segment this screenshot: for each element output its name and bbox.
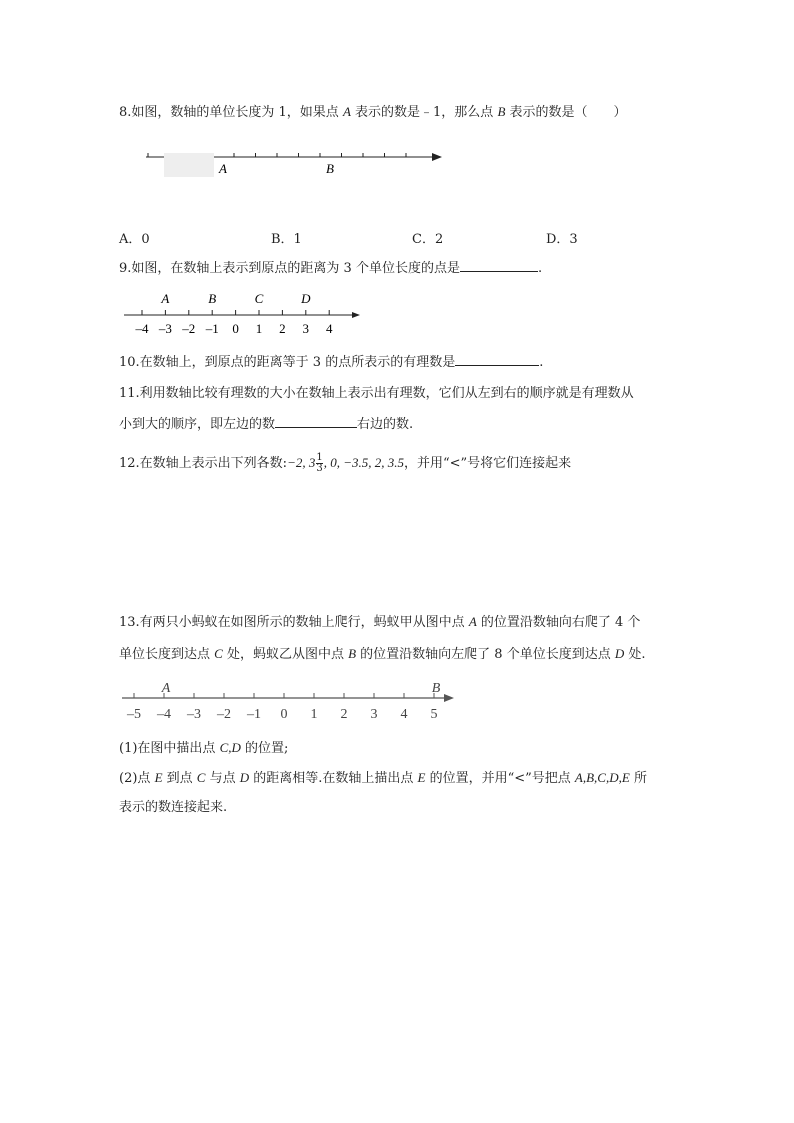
q9-tick-label: 4 [325,321,333,336]
q13-var-b: B [348,646,357,661]
q10-text: 10.在数轴上，到原点的距离等于 3 的点所表示的有理数是 [119,355,456,370]
q12-text: ，并用“<”号将它们连接起来 [404,456,572,471]
q13-sub1 [119,739,288,758]
q13-text: (2)点 [119,771,155,786]
q9-tick-label: 3 [302,321,310,336]
q13-sub2 [119,769,647,788]
q13-text: 的位置; [240,741,289,756]
q9-tick-label: –1 [205,321,219,336]
q8-var-a: A [342,104,351,119]
q13-tick-label: 1 [310,707,318,722]
q13-line2 [119,645,646,664]
q13-line1 [119,613,640,632]
q13-var-d: D [239,770,250,785]
q11-line1: 11.利用数轴比较有理数的大小在数轴上表示出有理数，它们从左到右的顺序就是有理数从 [119,386,634,401]
q12-stem [119,452,571,475]
q13-text: 与点 [205,771,240,786]
q8-var-b: B [497,104,506,119]
q12-numbers: −2, 3 [287,455,316,470]
q12-fraction-numerator: 1 [316,452,323,463]
q8-stem [119,103,627,122]
q10-text: . [539,355,544,370]
q13-point-label-b: B [431,681,441,696]
q13-vars: A,B,C,D,E [574,770,630,785]
q8-number-line [140,145,450,185]
q8-text: 表示的数是﹣1，那么点 [350,105,498,120]
q13-var-c: C [196,770,206,785]
q13-text: 处，蚂蚁乙从图中点 [222,647,349,662]
q13-tick-label: –3 [187,707,201,722]
q13-point-label-a: A [161,681,171,696]
q12-fraction [316,453,322,474]
q9-number-line [120,288,370,338]
q9-stem [119,259,542,278]
q13-tick-label: –1 [247,707,261,722]
q12-fraction-denominator: 3 [316,463,323,474]
q11-text: 小到大的顺序，即左边的数 [119,417,276,432]
q9-tick-label: 0 [232,321,239,336]
q12-numbers: , 0, −3.5, 2, 3.5 [323,455,404,470]
q9-point-label-b: B [208,291,217,306]
q8-point-label-b: B [326,161,334,176]
q13-var-a: A [468,614,477,629]
q13-vars: C,D [219,740,241,755]
q13-var-e: E [417,770,426,785]
q9-tick-label: –2 [182,321,196,336]
q9-point-label-d: D [301,291,311,306]
q8-choice-d: D．3 [546,232,578,247]
q13-text: 所 [629,771,647,786]
q13-var-d: D [614,646,625,661]
q13-text: 处. [624,647,646,662]
q11-answer-blank[interactable] [275,415,357,428]
q8-point-label-a: A [219,161,227,176]
q9-text: 9.如图，在数轴上表示到原点的距离为 3 个单位长度的点是 [119,261,460,276]
q10-answer-blank[interactable] [455,353,539,366]
q13-text: 的位置沿数轴向左爬了 8 个单位长度到达点 [356,647,615,662]
q13-text: 的位置沿数轴向右爬了 4 个 [476,615,641,630]
q13-tick-label: 2 [340,707,348,722]
q13-var-e: E [154,770,163,785]
q9-tick-label: –4 [135,321,149,336]
q13-tick-label: 0 [280,707,288,722]
q9-point-label-a: A [161,291,170,306]
q13-tick-label: 5 [430,707,438,722]
q13-sub3: 表示的数连接起来. [119,800,228,815]
q13-tick-label: –5 [127,707,141,722]
q9-answer-blank[interactable] [460,259,538,272]
q8-choice-a: A．0 [119,232,150,247]
q11-text: 右边的数. [357,417,414,432]
q11-line2 [119,415,413,434]
q13-number-line [118,678,463,728]
q13-tick-label: 4 [400,707,408,722]
q8-text: 8.如图，数轴的单位长度为 1，如果点 [119,105,343,120]
q13-text: 的位置，并用“<”号把点 [425,771,575,786]
q9-tick-label: –3 [158,321,172,336]
q9-tick-label: 2 [279,321,286,336]
q9-point-label-c: C [254,291,264,306]
q13-text: (1)在图中描出点 [119,741,220,756]
q8-text: 表示的数是（ ） [505,105,627,120]
q10-stem [119,353,543,372]
q13-tick-label: –2 [217,707,231,722]
q13-text: 到点 [162,771,197,786]
q13-text: 的距离相等.在数轴上描出点 [249,771,418,786]
q8-choice-b: B．1 [271,232,302,247]
q13-text: 单位长度到达点 [119,647,215,662]
q9-text: . [537,261,543,276]
q13-tick-label: –4 [157,707,171,722]
q13-tick-label: 3 [370,707,378,722]
q12-text: 12.在数轴上表示出下列各数: [119,456,288,471]
q13-var-c: C [214,646,223,661]
q13-text: 13.有两只小蚂蚁在如图所示的数轴上爬行，蚂蚁甲从图中点 [119,615,469,630]
q9-tick-label: 1 [255,321,263,336]
q8-choice-c: C．2 [412,232,444,247]
